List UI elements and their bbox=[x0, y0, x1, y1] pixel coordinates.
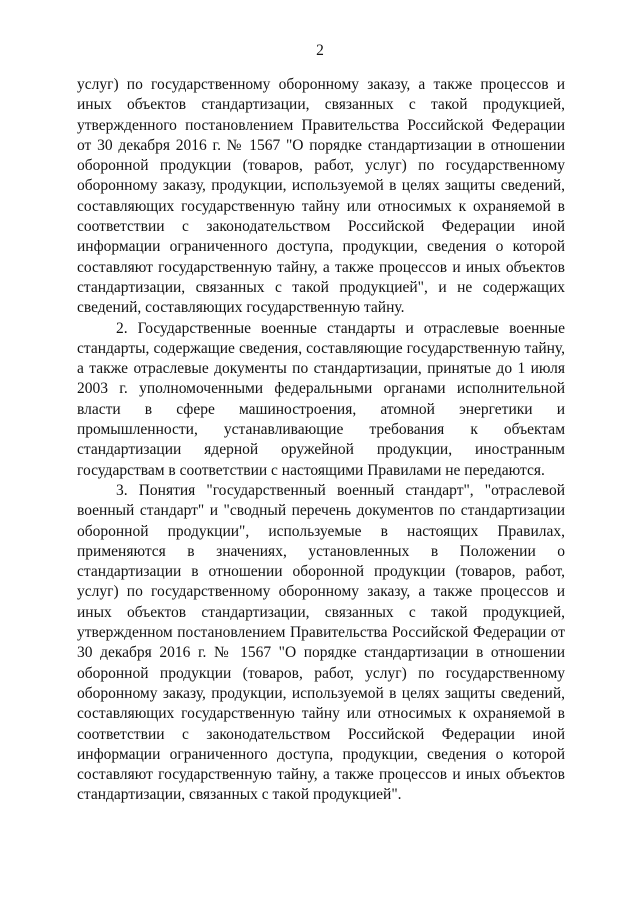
paragraph-item-2: 2. Государственные военные стандарты и отраслевые военные стандарты, содержащие сведения, составляющие государственную тайну, а также отраслевые документы по стандартизации, принятые до 1 июля 2003 г. уполномоченными федеральными органами исполнительной власти в сфере машиностроения, атомной энергетики и промышленности, устанавливающие требования к объектам стандартизации ядерной оружейной продукции, иностранным государствам в соответствии с настоящими Правилами не передаются. bbox=[77, 319, 565, 479]
page-number: 2 bbox=[316, 42, 324, 59]
paragraph-item-3: 3. Понятия "государственный военный стандарт", "отраслевой военный стандарт" и "сводный перечень документов по стандартизации оборонной продукции", используемые в настоящих Правилах, применяются в значениях, установленных в Положении о стандартизации в отношении оборонной продукции (товаров, работ, услуг) по государственному оборонному заказу, а также процессов и иных объектов стандартизации, связанных с такой продукцией, утвержденном постановлением Правительства Российской Федерации от 30 декабря 2016 г. № 1567 "О порядке стандартизации в отношении оборонной продукции (товаров, работ, услуг) по государственному оборонному заказу, продукции, используемой в целях защиты сведений, составляющих государственную тайну или относимых к охраняемой в соответствии с законодательством Российской Федерации иной информации ограниченного доступа, продукции, сведения о которой составляют государственную тайну, а также процессов и иных объектов стандартизации, связанных с такой продукцией". bbox=[77, 481, 565, 804]
paragraph-continuation: услуг) по государственному оборонному заказу, а также процессов и иных объектов стандартизации, связанных с такой продукцией, утвержденного постановлением Правительства Российской Федерации от 30 декабря 2016 г. № 1567 "О порядке стандартизации в отношении оборонной продукции (товаров, работ, услуг) по государственному оборонному заказу, продукции, используемой в целях защиты сведений, составляющих государственную тайну или относимых к охраняемой в соответствии с законодательством Российской Федерации иной информации ограниченного доступа, продукции, сведения о которой составляют государственную тайну, а также процессов и иных объектов стандартизации, связанных с такой продукцией", и не содержащих сведений, составляющих государственную тайну. bbox=[77, 76, 565, 317]
document-body bbox=[77, 75, 565, 806]
